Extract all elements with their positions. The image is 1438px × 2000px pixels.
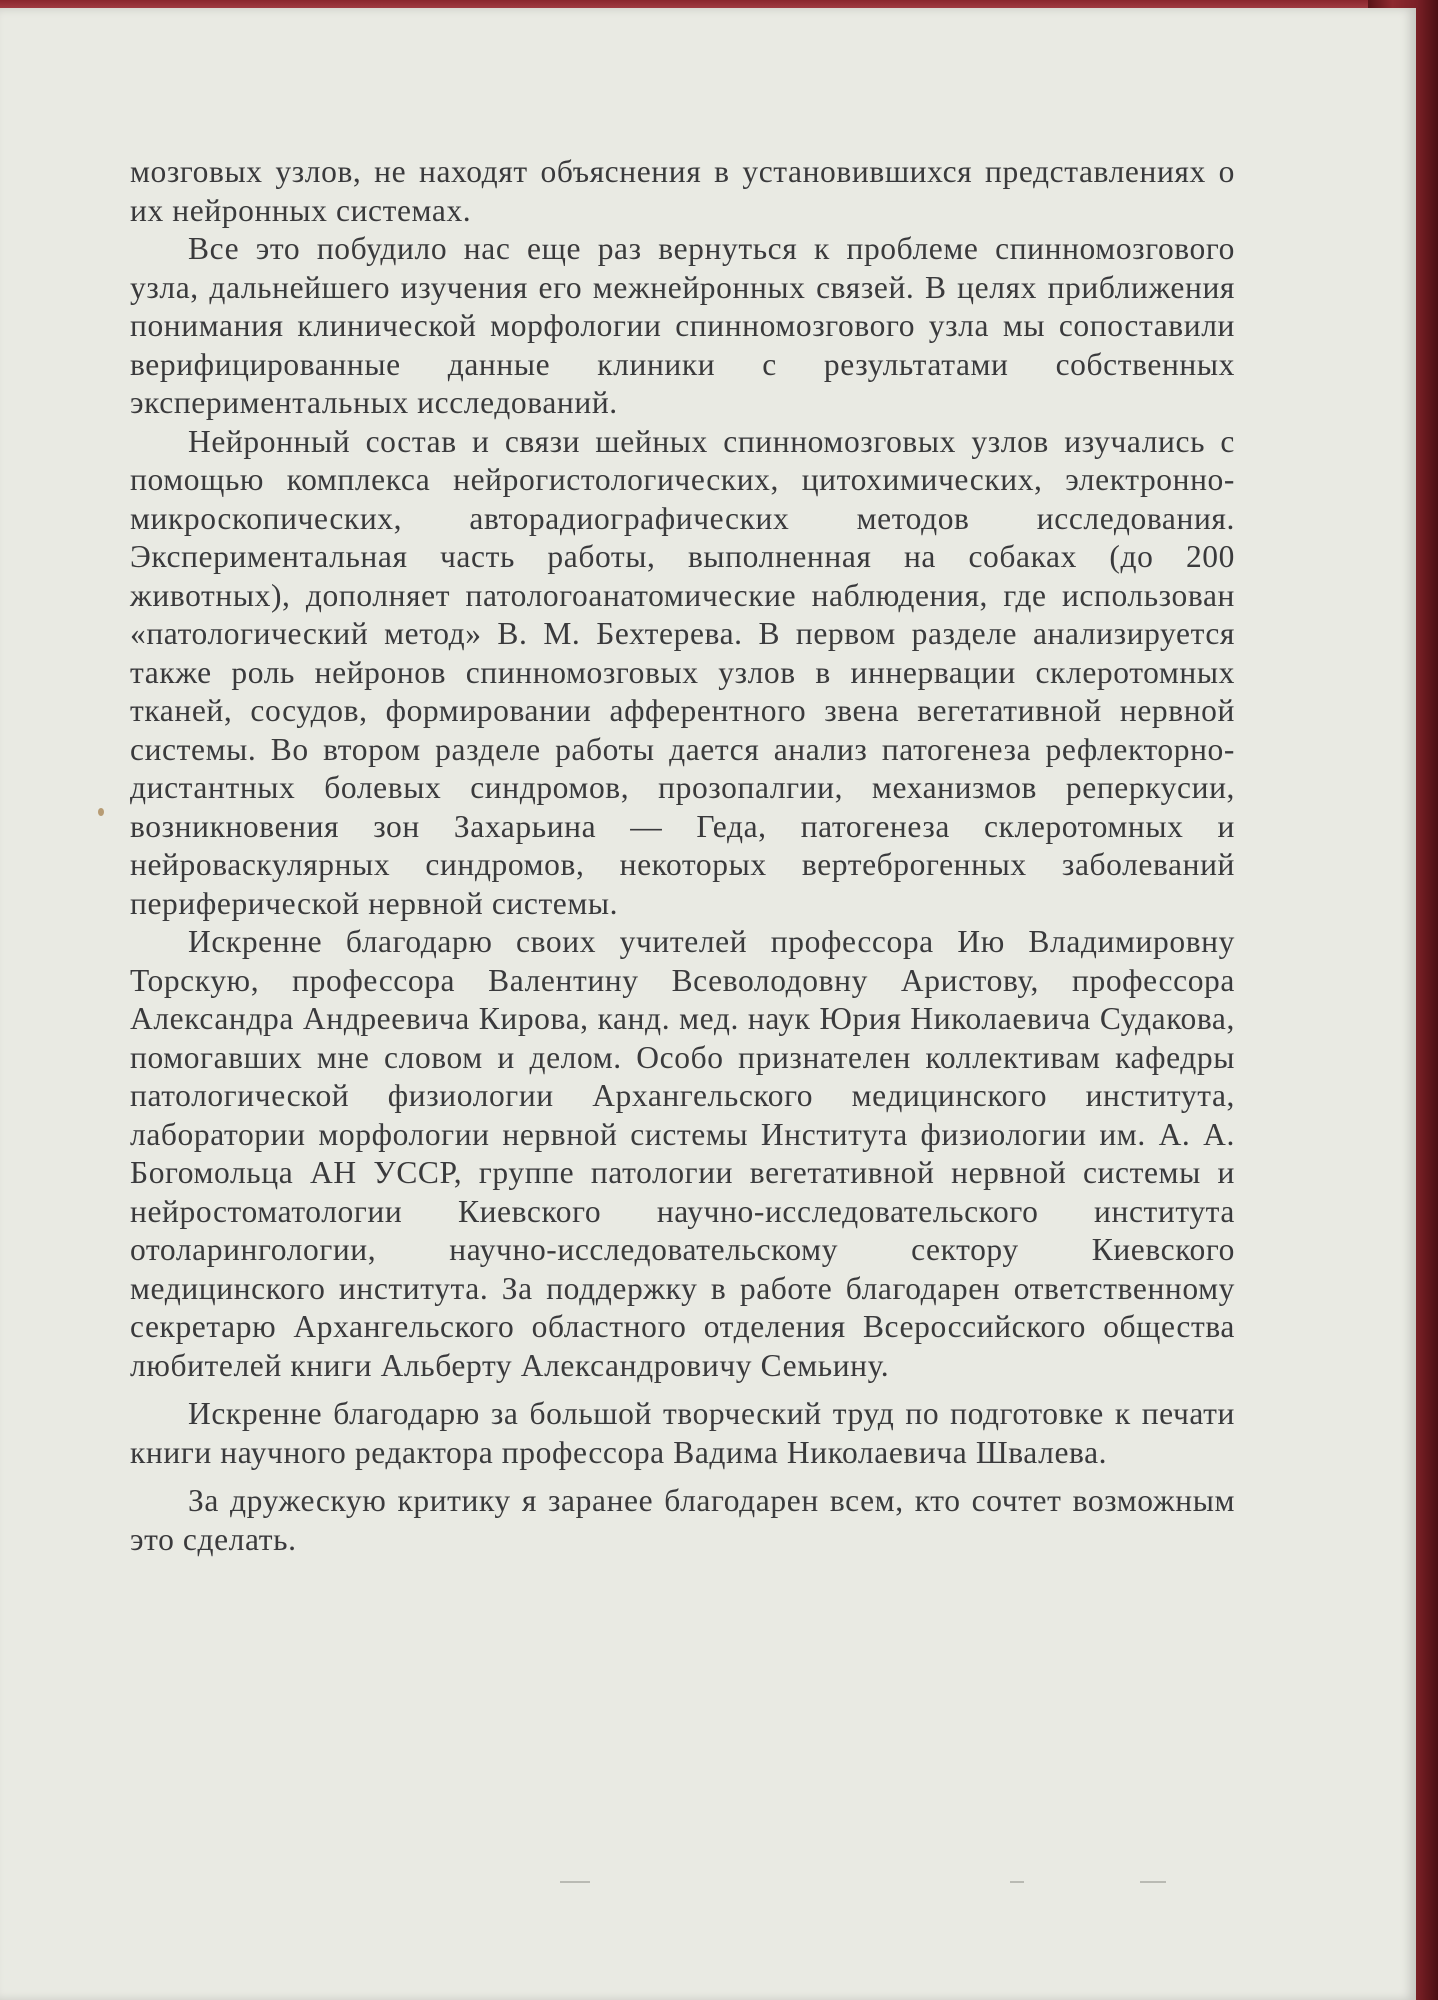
paragraph-editor-thanks: Искренне благодарю за большой творческий труд по подготовке к печати книги научного редактора профессора Вадима Николаевича Швалева. [130, 1396, 1235, 1470]
paragraph-problem: Все это побудило нас еще раз вернуться к проблеме спинномозгового узла, дальнейшего изучения его межнейронных связей. В целях приближения понимания клинической морфологии спинномозгового узла мы сопоставили верифицированные данные клиники с результатами собственных экспериментальных исследований. [130, 231, 1235, 420]
paper-speck [98, 808, 104, 816]
paragraph-continuation: мозговых узлов, не находят объяснения в установившихся представлениях о их нейронных системах. [130, 154, 1235, 228]
paper-mark [560, 1881, 590, 1883]
page-text [130, 153, 1235, 1559]
paragraph-closing: За дружескую критику я заранее благодарен всем, кто сочтет возможным это сделать. [130, 1483, 1235, 1557]
paper-mark [1140, 1881, 1166, 1883]
paragraph-methods: Нейронный состав и связи шейных спинномозговых узлов изучались с помощью комплекса нейрогистологических, цитохимических, электронно-микроскопических, авторадиографических методов исследования. Экспериментальная часть работы, выполненная на собаках (до 200 животных), дополняет патологоанатомические наблюдения, где использован «патологический метод» В. М. Бехтерева. В первом разделе анализируется также роль нейронов спинномозговых узлов в иннервации склеротомных тканей, сосудов, формировании афферентного звена вегетативной нервной системы. Во втором разделе работы дается анализ патогенеза рефлекторно-дистантных болевых синдромов, прозопалгии, механизмов реперкусии, возникновения зон Захарьина — Геда, патогенеза склеротомных и нейроваскулярных синдромов, некоторых вертеброгенных заболеваний периферической нервной системы. [130, 423, 1235, 921]
paragraph-acknowledgements: Искренне благодарю своих учителей профессора Ию Владимировну Торскую, профессора Валентину Всеволодовну Аристову, профессора Александра Андреевича Кирова, канд. мед. наук Юрия Николаевича Судакова, помогавших мне словом и делом. Особо признателен коллективам кафедры патологической физиологии Архангельского медицинского института, лаборатории морфологии нервной системы Института физиологии им. А. А. Богомольца АН УССР, группе патологии вегетативной нервной системы и нейростоматологии Киевского научно-исследовательского института отоларингологии, научно-исследовательскому сектору Киевского медицинского института. За поддержку в работе благодарен ответственному секретарю Архангельского областного отделения Всероссийского общества любителей книги Альберту Александровичу Семьину. [130, 924, 1235, 1383]
book-page [0, 8, 1416, 2000]
paper-mark [1010, 1881, 1024, 1883]
